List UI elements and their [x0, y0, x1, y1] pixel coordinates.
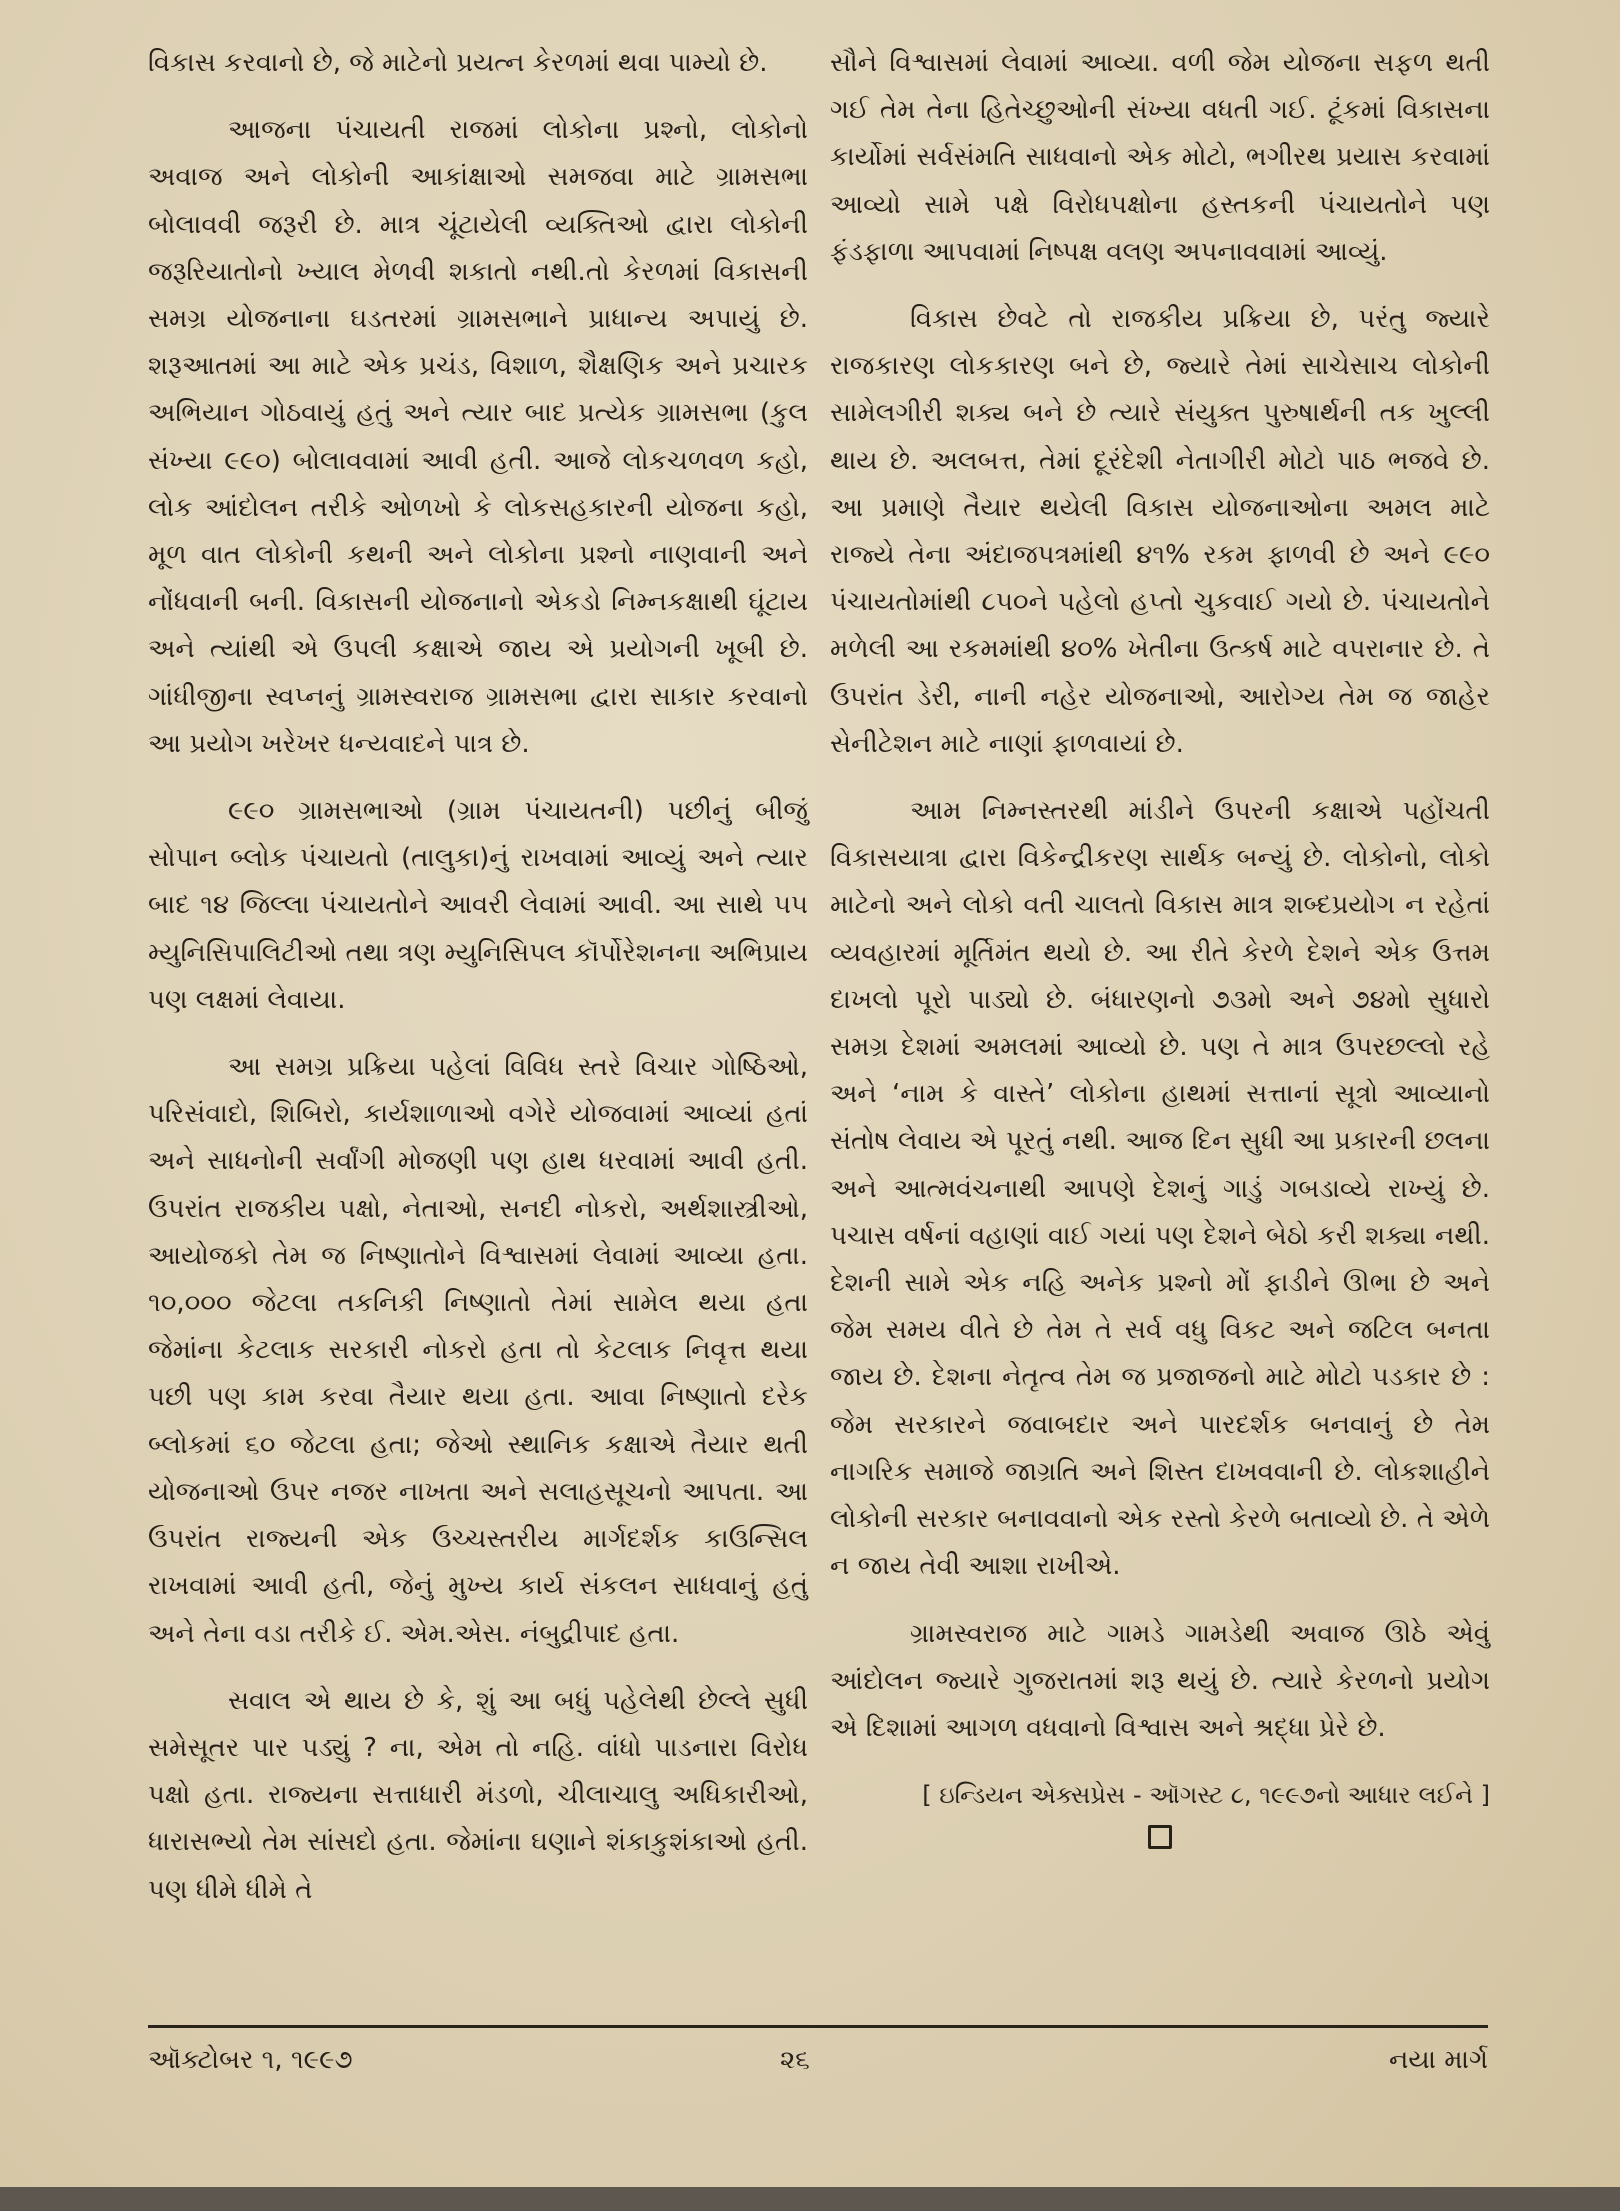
paragraph: ગ્રામસ્વરાજ માટે ગામડે ગામડેથી અવાજ ઊઠે એવું આંદોલન જ્યારે ગુજરાતમાં શરૂ થયું છે. ત્યારે કેરળનો પ્રયોગ એ દિશામાં આગળ વધવાનો વિશ્વાસ અને શ્રદ્ધા પ્રેરે છે. — [830, 1618, 1490, 1743]
paragraph: ૯૯૦ ગ્રામસભાઓ (ગ્રામ પંચાયતની) પછીનું બીજું સોપાન બ્લોક પંચાયતો (તાલુકા)નું રાખવામાં આવ્યું અને ત્યાર બાદ ૧૪ જિલ્લા પંચાયતોને આવરી લેવામાં આવી. આ સાથે ૫૫ મ્યુનિસિપાલિટીઓ તથા ત્રણ મ્યુનિસિપલ કૉર્પોરેશનના અભિપ્રાય પણ લક્ષમાં લેવાયા. — [148, 796, 808, 1015]
right-column — [830, 40, 1490, 1849]
source-citation: [ ઇન્ડિયન એક્સપ્રેસ - ઑગસ્ટ ૮, ૧૯૯૭નો આધાર લઈને ] — [922, 1781, 1490, 1810]
paragraph: સવાલ એ થાય છે કે, શું આ બધું પહેલેથી છેલ્લે સુધી સમેસૂતર પાર પડ્યું ? ના, એમ તો નહિ. વાંધો પાડનારા વિરોધ પક્ષો હતા. રાજ્યના સત્તાધારી મંડળો, ચીલાચાલુ અધિકારીઓ, ધારાસભ્યો તેમ સાંસદો હતા. જેમાંના ઘણાને શંકાકુશંકાઓ હતી. પણ ધીમે ધીમે તે — [148, 1685, 808, 1905]
footer-rule — [148, 2025, 1488, 2028]
page-number: ૨૬ — [780, 2045, 810, 2075]
footer-date: ઑક્ટોબર ૧, ૧૯૯૭ — [148, 2045, 353, 2075]
paragraph: સૌને વિશ્વાસમાં લેવામાં આવ્યા. વળી જેમ યોજના સફળ થતી ગઈ તેમ તેના હિતેચ્છુઓની સંખ્યા વધતી ગઈ. ટૂંકમાં વિકાસના કાર્યોમાં સર્વસંમતિ સાધવાનો એક મોટો, ભગીરથ પ્રયાસ કરવામાં આવ્યો સામે પક્ષે વિરોધપક્ષોના હસ્તકની પંચાયતોને પણ ફંડફાળા આપવામાં નિષ્પક્ષ વલણ અપનાવવામાં આવ્યું. — [830, 48, 1490, 267]
scan-edge — [0, 2187, 1620, 2211]
paragraph: વિકાસ છેવટે તો રાજકીય પ્રક્રિયા છે, પરંતુ જ્યારે રાજકારણ લોકકારણ બને છે, જ્યારે તેમાં સાચેસાચ લોકોની સામેલગીરી શક્ય બને છે ત્યારે સંયુક્ત પુરુષાર્થની તક ખુલ્લી થાય છે. અલબત્ત, તેમાં દૂરંદેશી નેતાગીરી મોટો પાઠ ભજવે છે. આ પ્રમાણે તૈયાર થયેલી વિકાસ યોજનાઓના અમલ માટે રાજ્યે તેના અંદાજપત્રમાંથી ૪૧% રકમ ફાળવી છે અને ૯૯૦ પંચાયતોમાંથી ૮૫૦ને પહેલો હપ્તો ચુકવાઈ ગયો છે. પંચાયતોને મળેલી આ રકમમાંથી ૪૦% ખેતીના ઉત્કર્ષ માટે વપરાનાર છે. તે ઉપરાંત ડેરી, નાની નહેર યોજનાઓ, આરોગ્ય તેમ જ જાહેર સેનીટેશન માટે નાણાં ફાળવાયાં છે. — [830, 304, 1490, 759]
paragraph: આ સમગ્ર પ્રક્રિયા પહેલાં વિવિધ સ્તરે વિચાર ગોષ્ઠિઓ, પરિસંવાદો, શિબિરો, કાર્યશાળાઓ વગેરે યોજવામાં આવ્યાં હતાં અને સાધનોની સર્વાંગી મોજણી પણ હાથ ધરવામાં આવી હતી. ઉપરાંત રાજકીય પક્ષો, નેતાઓ, સનદી નોકરો, અર્થશાસ્ત્રીઓ, આયોજકો તેમ જ નિષ્ણાતોને વિશ્વાસમાં લેવામાં આવ્યા હતા. ૧૦,૦૦૦ જેટલા તકનિકી નિષ્ણાતો તેમાં સામેલ થયા હતા જેમાંના કેટલાક સરકારી નોકરો હતા તો કેટલાક નિવૃત્ત થયા પછી પણ કામ કરવા તૈયાર થયા હતા. આવા નિષ્ણાતો દરેક બ્લોકમાં ૬૦ જેટલા હતા; જેઓ સ્થાનિક કક્ષાએ તૈયાર થતી યોજનાઓ ઉપર નજર નાખતા અને સલાહસૂચનો આપતા. આ ઉપરાંત રાજ્યની એક ઉચ્ચસ્તરીય માર્ગદર્શક કાઉન્સિલ રાખવામાં આવી હતી, જેનું મુખ્ય કાર્ય સંકલન સાધવાનું હતું અને તેના વડા તરીકે ઈ. એમ.એસ. નંબુદ્રીપાદ હતા. — [148, 1052, 808, 1649]
paragraph: આજના પંચાયતી રાજમાં લોકોના પ્રશ્નો, લોકોનો અવાજ અને લોકોની આકાંક્ષાઓ સમજવા માટે ગ્રામસભા બોલાવવી જરૂરી છે. માત્ર ચૂંટાયેલી વ્યક્તિઓ દ્વારા લોકોની જરૂરિયાતોનો ખ્યાલ મેળવી શકાતો નથી.તો કેરળમાં વિકાસની સમગ્ર યોજનાના ઘડતરમાં ગ્રામસભાને પ્રાધાન્ય અપાયું છે. શરૂઆતમાં આ માટે એક પ્રચંડ, વિશાળ, શૈક્ષણિક અને પ્રચારક અભિયાન ગોઠવાયું હતું અને ત્યાર બાદ પ્રત્યેક ગ્રામસભા (કુલ સંખ્યા ૯૯૦) બોલાવવામાં આવી હતી. આજે લોકચળવળ કહો, લોક આંદોલન તરીકે ઓળખો કે લોકસહકારની યોજના કહો, મૂળ વાત લોકોની કથની અને લોકોના પ્રશ્નો નાણવાની અને નોંધવાની બની. વિકાસની યોજનાનો એકડો નિમ્નકક્ષાથી ઘૂંટાય અને ત્યાંથી એ ઉપલી કક્ષાએ જાય એ પ્રયોગની ખૂબી છે. ગાંધીજીના સ્વપ્નનું ગ્રામસ્વરાજ ગ્રામસભા દ્વારા સાકાર કરવાનો આ પ્રયોગ ખરેખર ધન્યવાદને પાત્ર છે. — [148, 115, 808, 759]
paragraph: વિકાસ કરવાનો છે, જે માટેનો પ્રયત્ન કેરળમાં થવા પામ્યો છે. — [148, 48, 768, 78]
paragraph: આમ નિમ્નસ્તરથી માંડીને ઉપરની કક્ષાએ પહોંચતી વિકાસયાત્રા દ્વારા વિકેન્દ્રીકરણ સાર્થક બન્યું છે. લોકોનો, લોકો માટેનો અને લોકો વતી ચાલતો વિકાસ માત્ર શબ્દપ્રયોગ ન રહેતાં વ્યવહારમાં મૂર્તિમંત થયો છે. આ રીતે કેરળે દેશને એક ઉત્તમ દાખલો પૂરો પાડ્યો છે. બંધારણનો ૭૩મો અને ૭૪મો સુધારો સમગ્ર દેશમાં અમલમાં આવ્યો છે. પણ તે માત્ર ઉપરછલ્લો રહે અને ‘નામ કે વાસ્તે’ લોકોના હાથમાં સત્તાનાં સૂત્રો આવ્યાનો સંતોષ લેવાય એ પૂરતું નથી. આજ દિન સુધી આ પ્રકારની છલના અને આત્મવંચનાથી આપણે દેશનું ગાડું ગબડાવ્યે રાખ્યું છે. પચાસ વર્ષનાં વહાણાં વાઈ ગયાં પણ દેશને બેઠો કરી શક્યા નથી. દેશની સામે એક નહિ અનેક પ્રશ્નો મોં ફાડીને ઊભા છે અને જેમ સમય વીતે છે તેમ તે સર્વ વધુ વિકટ અને જટિલ બનતા જાય છે. દેશના નેતૃત્વ તેમ જ પ્રજાજનો માટે મોટો પડકાર છે : જેમ સરકારને જવાબદાર અને પારદર્શક બનવાનું છે તેમ નાગરિક સમાજે જાગ્રતિ અને શિસ્ત દાખવવાની છે. લોકશાહીને લોકોની સરકાર બનાવવાનો એક રસ્તો કેરળે બતાવ્યો છે. તે એળે ન જાય તેવી આશા રાખીએ. — [830, 796, 1490, 1582]
end-of-article-square-icon — [1148, 1825, 1172, 1849]
left-column — [148, 40, 808, 1934]
publication-name: નયા માર્ગ — [1388, 2045, 1488, 2075]
